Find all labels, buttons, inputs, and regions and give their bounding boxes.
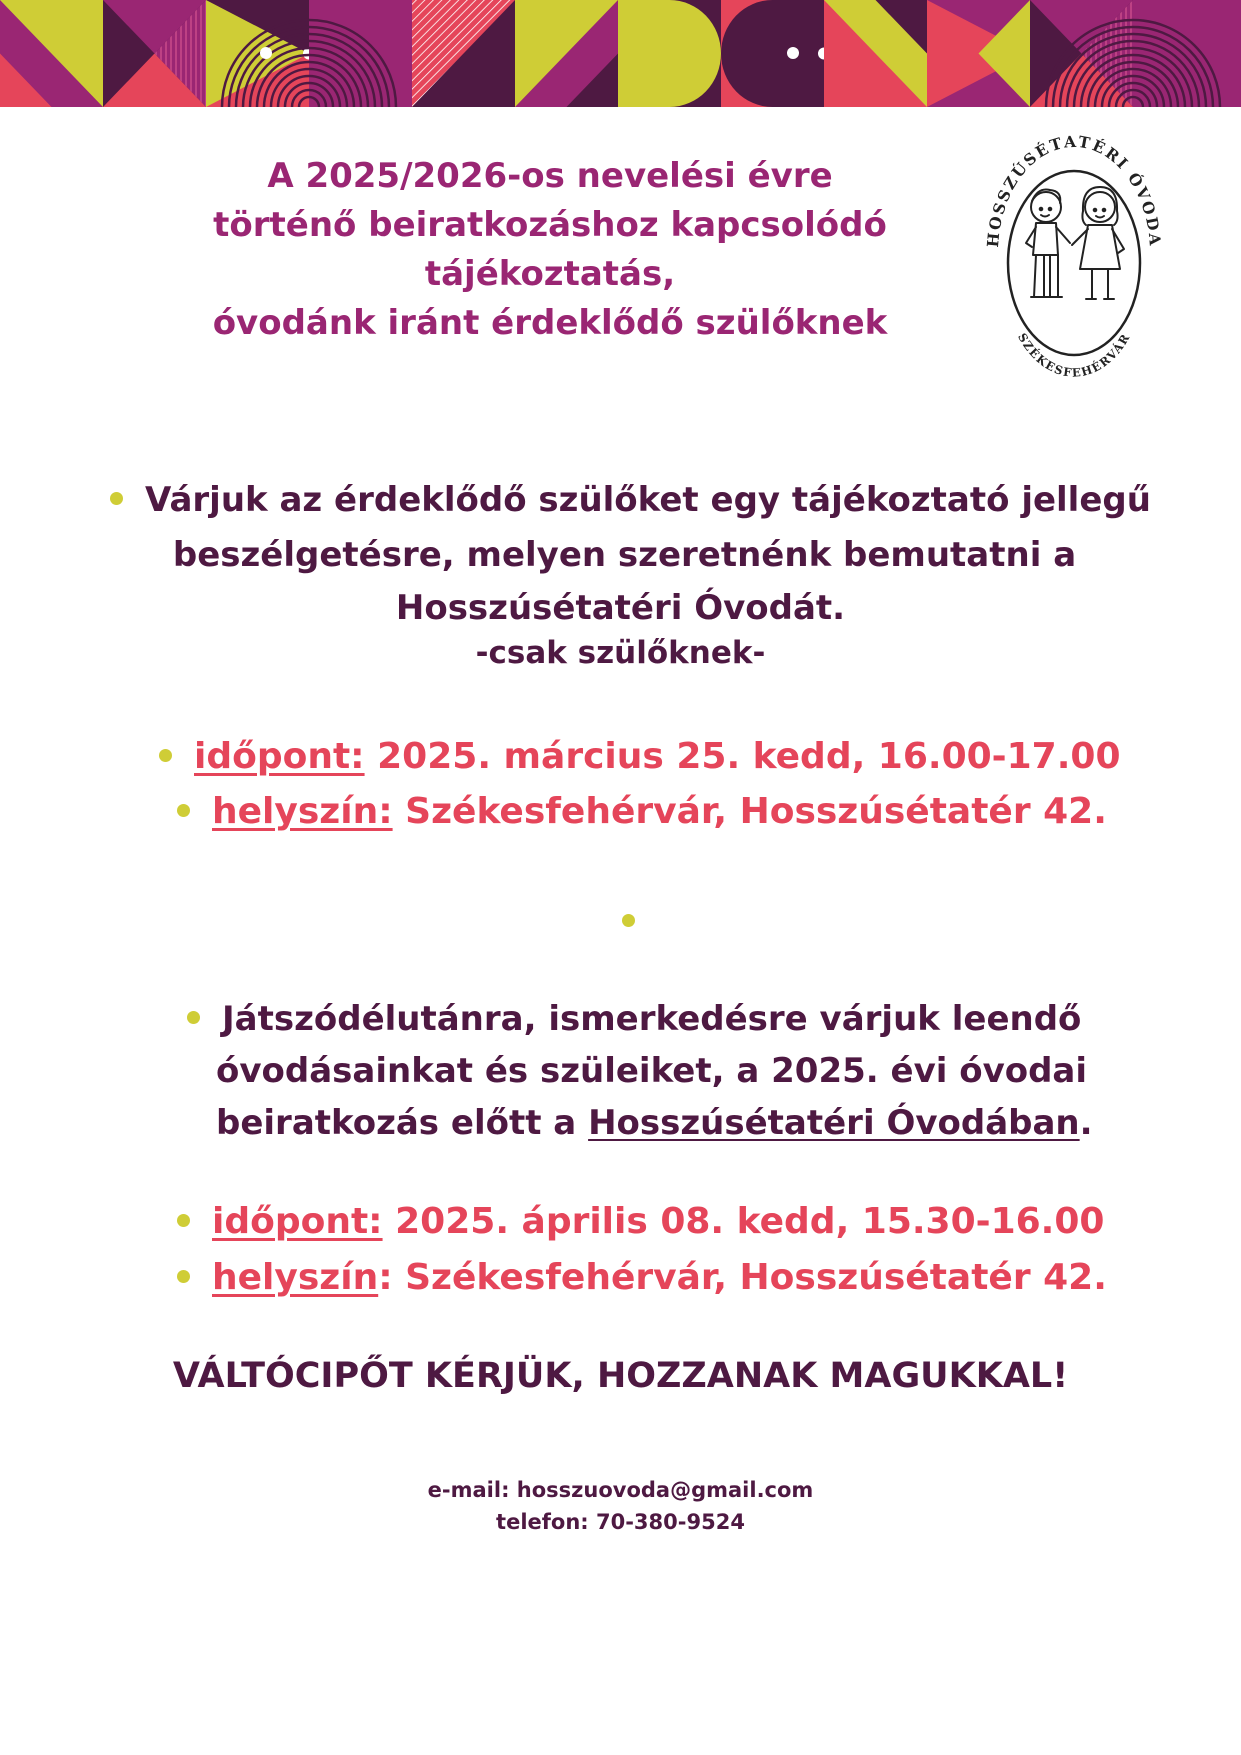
time-value: 2025. április 08. kedd, 15.30-16.00: [395, 1201, 1105, 1242]
place-label: helyszín: [212, 1257, 379, 1298]
svg-text:HOSSZÚSÉTATÉRI ÓVODA: [983, 132, 1165, 248]
time-label: időpont:: [194, 736, 365, 777]
title-line-4: óvodánk iránt érdeklődő szülőknek: [212, 303, 888, 343]
intro2-line-2: óvodásainkat és szüleiket, a 2025. évi óvodai: [216, 1051, 1088, 1091]
bullet-icon: [110, 492, 123, 505]
bullet-icon: [187, 1011, 200, 1024]
intro2-line-3-prefix: beiratkozás előtt a: [216, 1103, 577, 1143]
empty-bullet-icon: [622, 914, 635, 927]
intro-line-4: -csak szülőknek-: [475, 635, 766, 671]
intro2-line-1: Játszódélutánra, ismerkedésre várjuk leendő: [222, 999, 1082, 1039]
contact-email: e-mail: hosszuovoda@gmail.com: [427, 1478, 814, 1502]
intro2-line-3-suffix: .: [1079, 1103, 1093, 1143]
intro-line-3: Hosszúsétatéri Óvodát.: [395, 588, 846, 628]
page-title: [150, 152, 950, 348]
intro-line-2: beszélgetésre, melyen szeretnénk bemutatni a: [172, 535, 1077, 575]
decorative-banner: [0, 0, 1241, 107]
bullet-icon: [177, 1270, 190, 1283]
contact-phone: telefon: 70-380-9524: [496, 1510, 745, 1534]
event2-time: [177, 1195, 1104, 1249]
kindergarten-logo: [978, 127, 1170, 379]
place-value: Székesfehérvár, Hosszúsétatér 42.: [405, 791, 1107, 832]
intro-line-1: Várjuk az érdeklődő szülőket egy tájékoztató jellegű: [145, 480, 1151, 520]
logo-bottom-text: SZÉKESFEHÉRVÁR: [1015, 330, 1133, 379]
bullet-icon: [159, 749, 172, 762]
intro-paragraph-1: [110, 475, 1151, 525]
logo-top-text: HOSSZÚSÉTATÉRI ÓVODA: [982, 131, 1166, 249]
title-line-2: történő beiratkozáshoz kapcsolódó: [213, 205, 887, 245]
place-value: : Székesfehérvár, Hosszúsétatér 42.: [378, 1257, 1107, 1298]
place-label: helyszín:: [212, 791, 393, 832]
event1-time: [159, 730, 1121, 784]
event1-place: [177, 785, 1107, 839]
intro-paragraph-2: [187, 994, 1081, 1044]
title-line-3: tájékoztatás,: [424, 254, 676, 294]
time-label: időpont:: [212, 1201, 383, 1242]
girl-drawing-icon: [1072, 187, 1124, 299]
bullet-icon: [177, 804, 190, 817]
time-value: 2025. március 25. kedd, 16.00-17.00: [377, 736, 1121, 777]
boy-drawing-icon: [1026, 189, 1070, 297]
bullet-icon: [177, 1214, 190, 1227]
shoes-notice: VÁLTÓCIPŐT KÉRJÜK, HOZZANAK MAGUKKAL!: [172, 1356, 1069, 1396]
kindergarten-name-link: Hosszúsétatéri Óvodában: [588, 1103, 1080, 1143]
intro2-line-3: [216, 1098, 1093, 1148]
title-line-1: A 2025/2026-os nevelési évre: [267, 156, 833, 196]
event2-place: [177, 1251, 1107, 1305]
